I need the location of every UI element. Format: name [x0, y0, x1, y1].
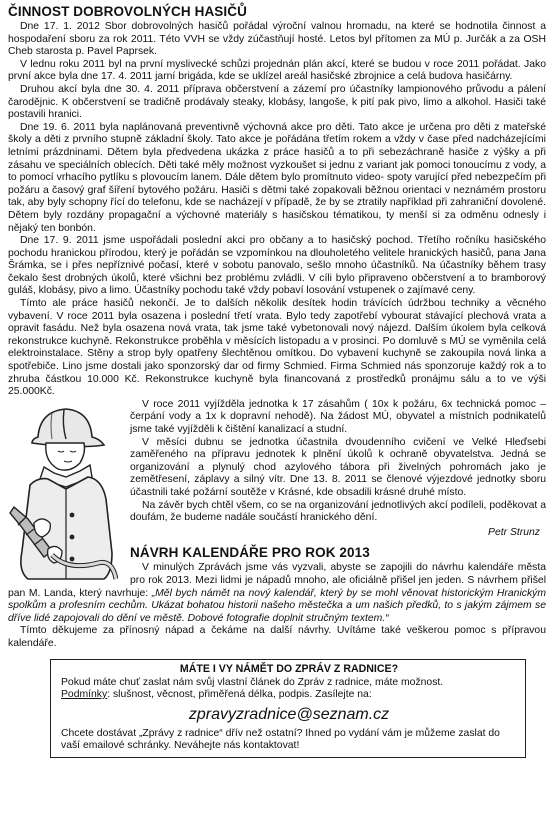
contribution-box	[50, 659, 526, 758]
paragraph-text: V minulých Zprávách jsme vás vyzvali, abyste se zapojili do návrhu kalendáře města pro rok 2013. Mezi lidmi je nápadů mnoho, ale oficiálně přišel jen jeden. S návrhem přišel pan M. Landa, který navrhuje:	[8, 562, 546, 599]
conditions-label: Podmínky	[61, 689, 108, 701]
fireman-illustration	[8, 403, 118, 581]
paragraph: Dne 17. 9. 2011 jsme uspořádali poslední akci pro občany a to hasičský pochod. Třetího ročníku hasičského pochodu hranickou přírodou, který je pořádán se vzpomínkou na dlouholetého velitele hranických hasičů, pana Jana Šrámka, se i přes nepříznivé počasí, které v sobotu panovalo, sešlo mnoho účastníků. Na účastníky během trasy čekalo šest drobných úkolů, které všichni bez problému zvládli. V cíli bylo připraveno občerstvení a to bramborový guláš, klobásy, pivo a limo. Účastníky pochodu také vždy pobaví losování vstupenek o zajímavé ceny.	[8, 235, 546, 297]
paragraph: V roce 2011 vyjížděla jednotka k 17 zásahům ( 10x k požáru, 6x technická pomoc – čerpání vody a 1x k dopravní nehodě). Na žádost MÚ, obyvatel a místních podnikatelů jsme také vyjížděli k čištění kanalizací a studní.	[130, 398, 546, 435]
paragraph: Dne 19. 6. 2011 byla naplánovaná preventivně výchovná akce pro děti. Tato akce je určena pro děti z mateřské školy a děti z prvního stupně základní školy. Tato akce je pořádána třetím rokem a vždy v čase před nadcházejícími letními prázdninami. Dětem byla předvedena ukázka z práce hasičů a to při sebezáchraně hasiče z výšky a při zásahu ve speciálních oblecích. Děti také měly možnost vyzkoušet si jednu z variant jak pomoci tonoucímu z vody, a to pomocí vrhacího pytlíku s plovoucím lanem. Dále dětem bylo promítnuto video- spoty varující před nebezpečím při požáru a časový graf šíření bytového požáru. Hasiči s dětmi také zopakovali běžnou orientaci v neznámém prostoru tak, aby byly schopny řící do telefonu, kde se nacházejí v případě, že by se ztratily například při zahraniční dovolené. Dětem byly rozdány propagační a výchovné materiály s hasičskou tématikou, ty menší si za odměnu odnesly i nějaký ten bonbón.	[8, 121, 546, 234]
quote: „Měl bych námět na nový kalendář, který by se mohl věnovat historickým Hranickým spolkům a profesním cechům. Ukázat bohatou historii našeho městečka a um našich předků, to s jakým zájmem se dříve lidé zapojovali do dění ve městě. Dobové fotografie doplnit stručným textem.“	[8, 587, 546, 624]
illustrated-section	[8, 399, 546, 540]
box-text: Chcete dostávat „Zprávy z radnice“ dřív než ostatní? Ihned po vydání vám je můžeme zaslat do vaší emailové schránky. Neváhejte nás kontaktovat!	[61, 727, 500, 752]
email-address-link[interactable]: zpravyzradnice@seznam.cz	[188, 705, 390, 723]
author-signature: Petr Strunz	[488, 526, 540, 538]
conditions-text: : slušnost, věcnost, přiměřená délka, podpis. Zasílejte na:	[107, 689, 372, 701]
paragraph: Tímto děkujeme za přínosný nápad a čekáme na další návrhy. Uvítáme také veškerou pomoc s přípravou kalendáře.	[8, 625, 546, 649]
box-title: MÁTE I VY NÁMĚT DO ZPRÁV Z RADNICE?	[179, 662, 399, 675]
article-title-calendar: NÁVRH KALENDÁŘE PRO ROK 2013	[130, 545, 370, 561]
paragraph: Dne 17. 1. 2012 Sbor dobrovolných hasičů pořádal výroční valnou hromadu, na které se hodnotila činnost a hospodaření sboru za rok 2011. Této VVH se vždy zúčastňují hosté. Letos byl přítomen za MÚ p. Jurčák a za OSH Cheb starosta p. Pavel Paprsek.	[8, 21, 546, 58]
paragraph: V lednu roku 2011 byl na první myslivecké schůzi projednán plán akcí, které se budou v roce 2011 pořádat. Jako první akce byla dne 17. 4. 2011 jarní brigáda, kde se uklízel areál hasičské zbrojnice a celá budova hasičárny.	[8, 58, 546, 83]
box-text: Pokud máte chuť zaslat nám svůj vlastní článek do Zpráv z radnice, máte možnost.	[61, 676, 444, 688]
paragraph: Druhou akcí byla dne 30. 4. 2011 příprava občerstvení a zázemí pro účastníky lampionového průvodu a pálení čarodějnic. K občerstvení se tradičně prodávaly steaky, klobásy, langoše, k pití pak pivo, limo a alkohol. Hasiči také postavili hranici.	[8, 83, 546, 121]
paragraph: V měsíci dubnu se jednotka účastnila dvoudenního cvičení ve Velké Hleďsebi zaměřeného na přípravu jednotek k plnění úkolů k ochraně obyvatelstva. Jedná se organizování a plynulý chod azylového tábora při živelných pohromách jako je zemětřesení, záplavy a silný vítr. Dne 13. 8. 2011 se členové výjezdové jednotky sboru účastnili také požární soutěže v Krásné, kde obsadili krásné druhé místo.	[130, 436, 546, 498]
paragraph: Na závěr bych chtěl všem, co se na organizování jednotlivých akcí podíleli, poděkovat a doufám, že budeme nadále součástí hranického dění.	[130, 499, 546, 524]
box-conditions	[61, 689, 517, 702]
article-title-firefighters: ČINNOST DOBROVOLNÝCH HASIČŮ	[8, 4, 247, 19]
paragraph: Tímto ale práce hasičů nekončí. Je to dalších několik desítek hodin trávících údržbou techniky a věcného vybavení. V roce 2011 byla osazena i poslední třetí vrata. Bylo tedy zapotřebí vybourat stávající plechová vrata a opravit fasádu. Než byla osazena nová vrata, tak jsme také vybetonovali nový nájezd. Dalším úkolem byla celková rekonstrukce kuchyně. Rekonstrukce proběhla v měsících listopadu a v prosinci. Po domluvě s MÚ se vyměnila celá elektroinstalace. Stěny a strop byly opatřeny šlechtěnou omítkou. Do vybavení kuchyně se zakoupila nová linka a spotřebiče. Lino jsme dostali jako sponzorský dar od firmy Schmied. Firma Schmied nás sponzoruje každý rok a to zhruba částkou 10.000 Kč. Rekonstrukce kuchyně byla financovaná z prostředků pronájmu sálu a to ve výši 25.000Kč.	[8, 298, 546, 398]
